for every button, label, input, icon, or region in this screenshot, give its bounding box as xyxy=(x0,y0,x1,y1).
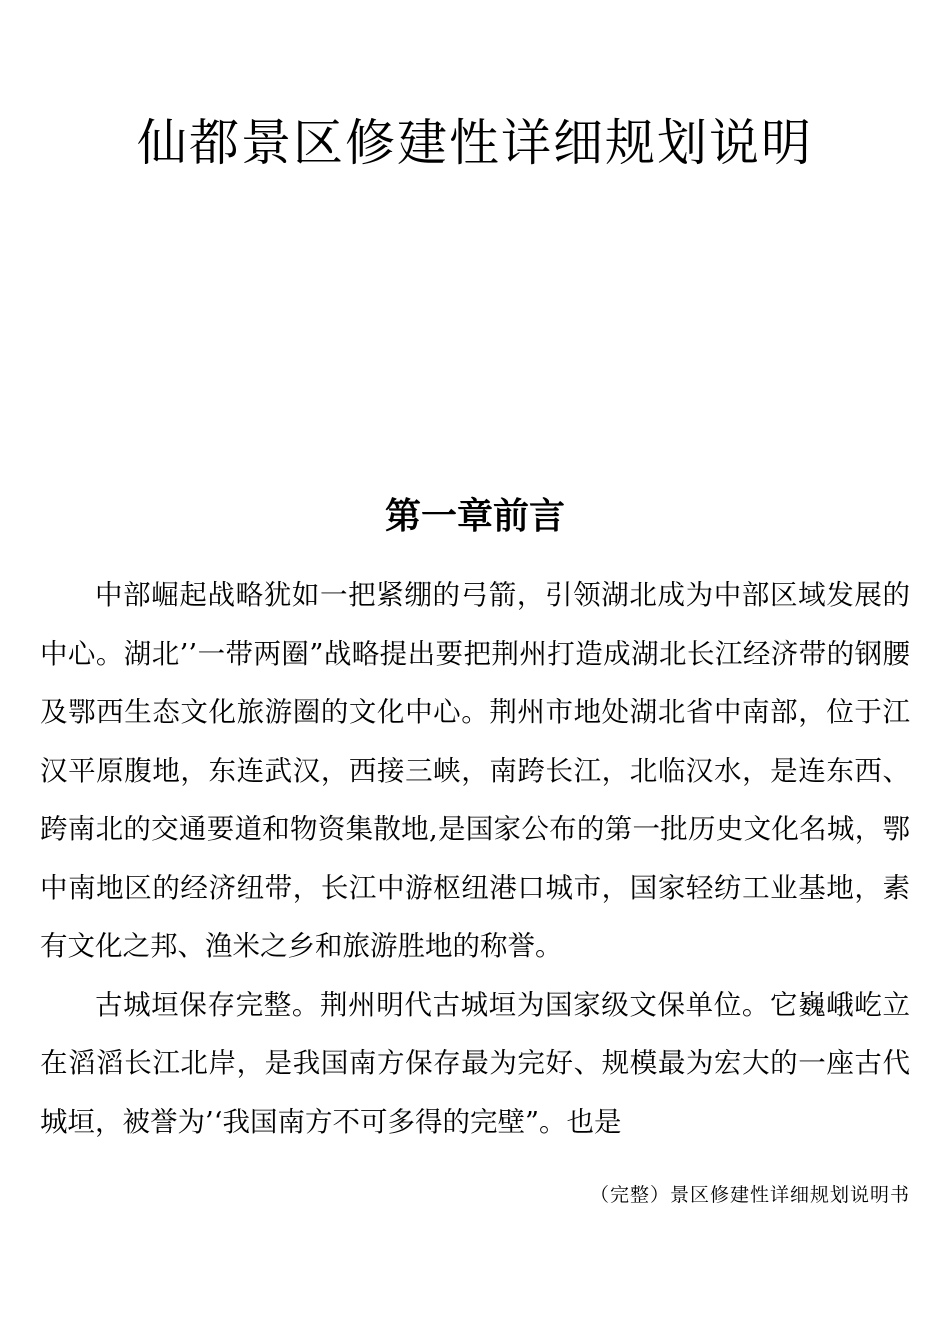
body-text xyxy=(40,566,910,1151)
running-footer-title: （完整）景区修建性详细规划说明书 xyxy=(589,1184,910,1206)
paragraph-2: 古城垣保存完整。荆州明代古城垣为国家级文保单位。它巍峨屹立在滔滔长江北岸，是我国南方保存最为完好、规模最为宏大的一座古代城垣，被誉为’‘我国南方不可多得的完壁”。也是 xyxy=(40,988,910,1138)
paragraph-1: 中部崛起战略犹如一把紧绷的弓箭，引领湖北成为中部区域发展的中心。湖北’’一带两圈”战略提出要把荆州打造成湖北长江经济带的钢腰及鄂西生态文化旅游圈的文化中心。荆州市地处湖北省中南部，位于江汉平原腹地，东连武汉，西接三峡，南跨长江，北临汉水，是连东西、跨南北的交通要道和物资集散地,是国家公布的第一批历史文化名城，鄂中南地区的经济纽带，长江中游枢纽港口城市，国家轻纺工业基地，素有文化之邦、渔米之乡和旅游胜地的称誉。 xyxy=(40,579,910,962)
document-title: 仙都景区修建性详细规划说明 xyxy=(137,114,813,172)
chapter-heading: 第一章前言 xyxy=(384,496,565,537)
